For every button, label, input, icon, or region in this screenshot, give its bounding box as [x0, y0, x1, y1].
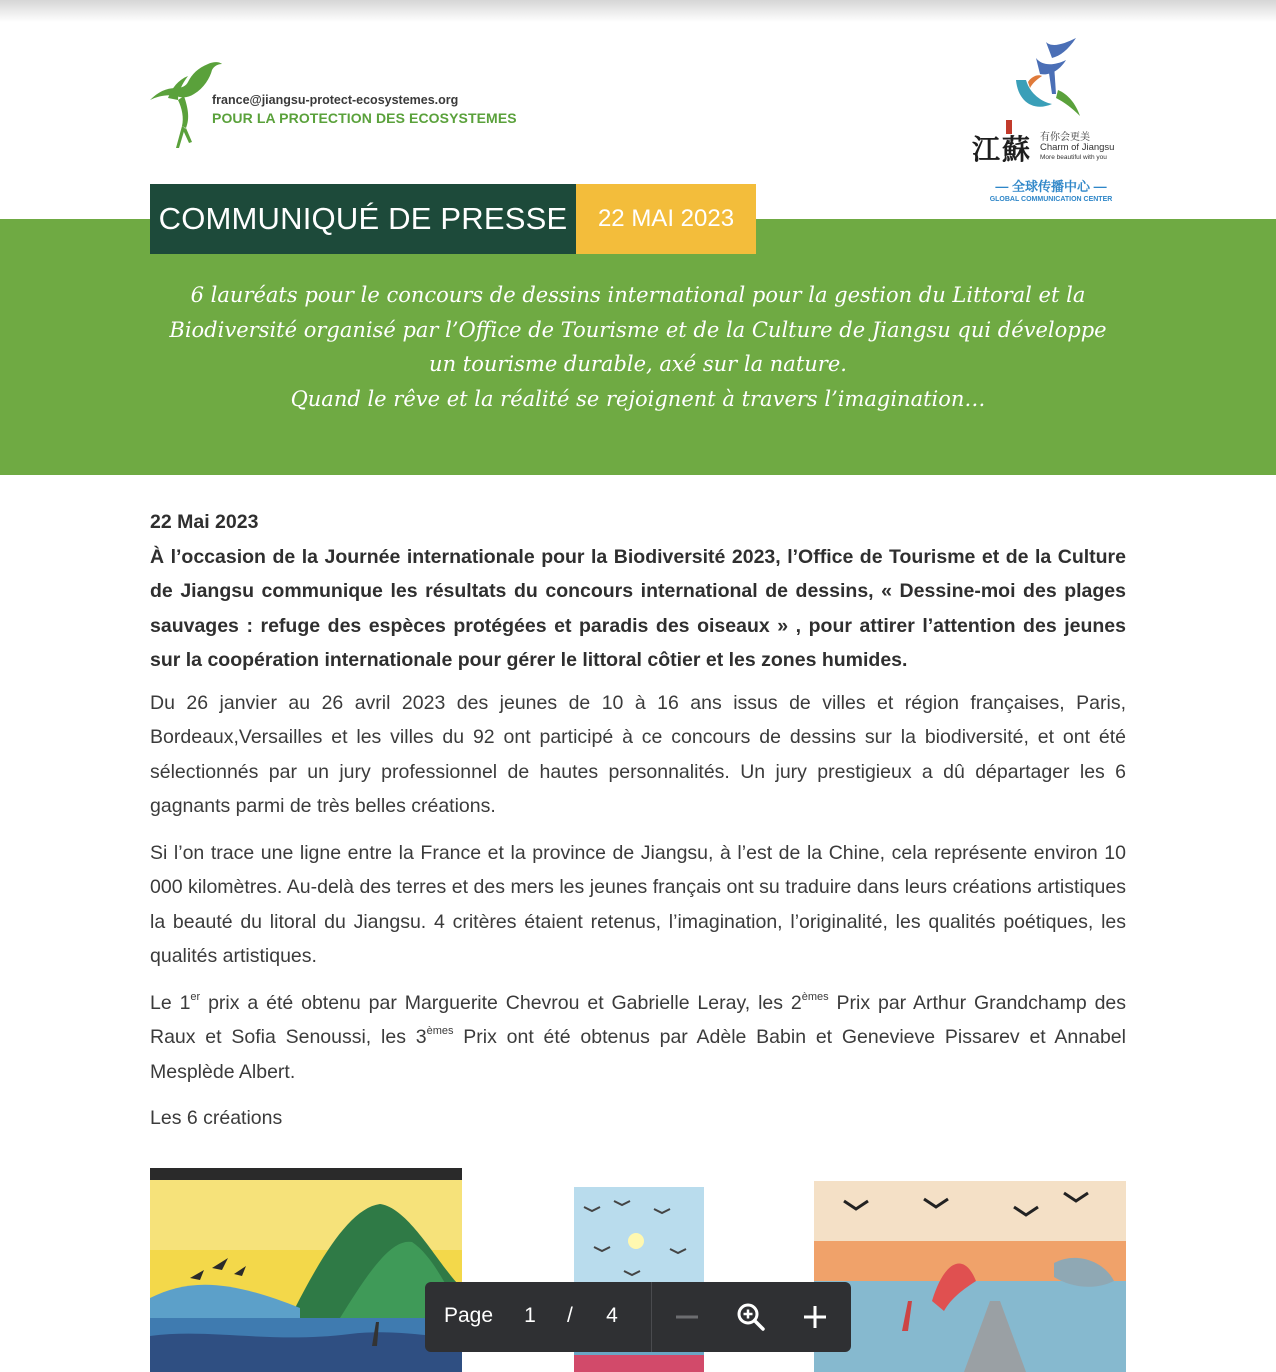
lead-line: un tourisme durable, axé sur la nature. — [429, 352, 847, 376]
jiangsu-chinese-name: 江蘇 — [972, 133, 1033, 166]
lead-line: Biodiversité organisé par l’Office de Tourisme et de la Culture de Jiangsu qui développe — [169, 317, 1107, 342]
jiangsu-charm-line1: Charm of Jiangsu — [1040, 142, 1115, 153]
current-page-input[interactable]: 1 — [524, 1304, 536, 1327]
toolbar-divider — [651, 1282, 652, 1352]
creations-label: Les 6 créations — [150, 1107, 283, 1129]
article-paragraph-2: Si l’on trace une ligne entre la France et la province de Jiangsu, à l’est de la Chine, cela représente environ 10 000 kilomètres. Au-delà des terres et des mers les jeunes français ont su traduire dans leurs créations artistiques la beauté du litoral du Jiangsu. 4 critères étaient retenus, l’imagination, l’originalité, les qualités poétiques, les qualités artistiques. — [150, 841, 1126, 967]
prize-text: prix a été obtenu par Marguerite Chevrou et Gabrielle Leray, les 2 — [200, 991, 802, 1014]
lead-text — [150, 278, 1126, 416]
global-center-cn: — 全球传播中心 — — [995, 179, 1107, 194]
article-prizes — [150, 986, 1126, 1090]
zoom-in-button[interactable] — [797, 1299, 833, 1335]
lead-line: 6 lauréats pour le concours de dessins international pour la gestion du Littoral et la — [190, 283, 1086, 307]
press-release-title: COMMUNIQUÉ DE PRESSE — [150, 184, 576, 254]
global-center-en: GLOBAL COMMUNICATION CENTER — [989, 196, 1113, 203]
prize-text: Prix par Arthur Grandchamp des Raux et Sofia Senoussi, les 3 — [150, 991, 1127, 1048]
page-separator: / — [567, 1304, 573, 1327]
zoom-fit-icon[interactable] — [733, 1299, 769, 1335]
lead-line: Quand le rêve et la réalité se rejoignent à travers l’imagination… — [290, 386, 986, 411]
page-label: Page — [444, 1304, 494, 1327]
contact-email: france@jiangsu-protect-ecosystemes.org — [212, 93, 459, 107]
zoom-out-button[interactable] — [669, 1299, 705, 1335]
artwork-image-1 — [150, 1168, 462, 1372]
article-paragraph-1: Du 26 janvier au 26 avril 2023 des jeunes de 10 à 16 ans issus de villes et région françaises, Paris, Bordeaux,Versailles et les villes du 92 ont participé à ce concours de dessins sur la biodiversité, et ont été sélectionnés par un jury professionnel de hautes personnalités. Un jury prestigieux a dû départager les 6 gagnants parmi de très belles créations. — [150, 691, 1126, 817]
article-intro: À l’occasion de la Journée internationale pour la Biodiversité 2023, l’Office de Tourisme et de la Culture de Jiangsu communique les résultats du concours international de dessins, « Dessine-moi des plages sauvages : refuge des espèces protégées et paradis des oiseaux » , pour attirer l’attention des jeunes sur la coopération internationale pour gérer le littoral côtier et les zones humides. — [150, 545, 1126, 671]
artwork-image-3 — [814, 1181, 1126, 1372]
article-date: 22 Mai 2023 — [150, 511, 259, 533]
prize-ordinal: èmes — [426, 1025, 454, 1037]
jiangsu-partner-logo — [968, 36, 1134, 208]
article-body — [150, 505, 1126, 1148]
total-pages: 4 — [606, 1304, 618, 1327]
jiangsu-slogan-cn: 有你会更美 — [1040, 132, 1090, 143]
pdf-page-toolbar — [425, 1282, 851, 1352]
press-release-date: 22 MAI 2023 — [576, 184, 756, 254]
prize-ordinal: er — [190, 990, 201, 1003]
prize-text: Prix ont été obtenus par Adèle Babin et Genevieve Pissarev et Annabel Mesplède Albert. — [150, 1026, 1126, 1083]
prize-ordinal: èmes — [801, 990, 829, 1003]
prize-text: Le 1 — [150, 991, 191, 1014]
jiangsu-charm-line2: More beautiful with you — [1040, 154, 1107, 161]
org-tagline: POUR LA PROTECTION DES ECOSYSTEMES — [212, 110, 517, 126]
viewer-top-shadow — [0, 0, 1276, 22]
